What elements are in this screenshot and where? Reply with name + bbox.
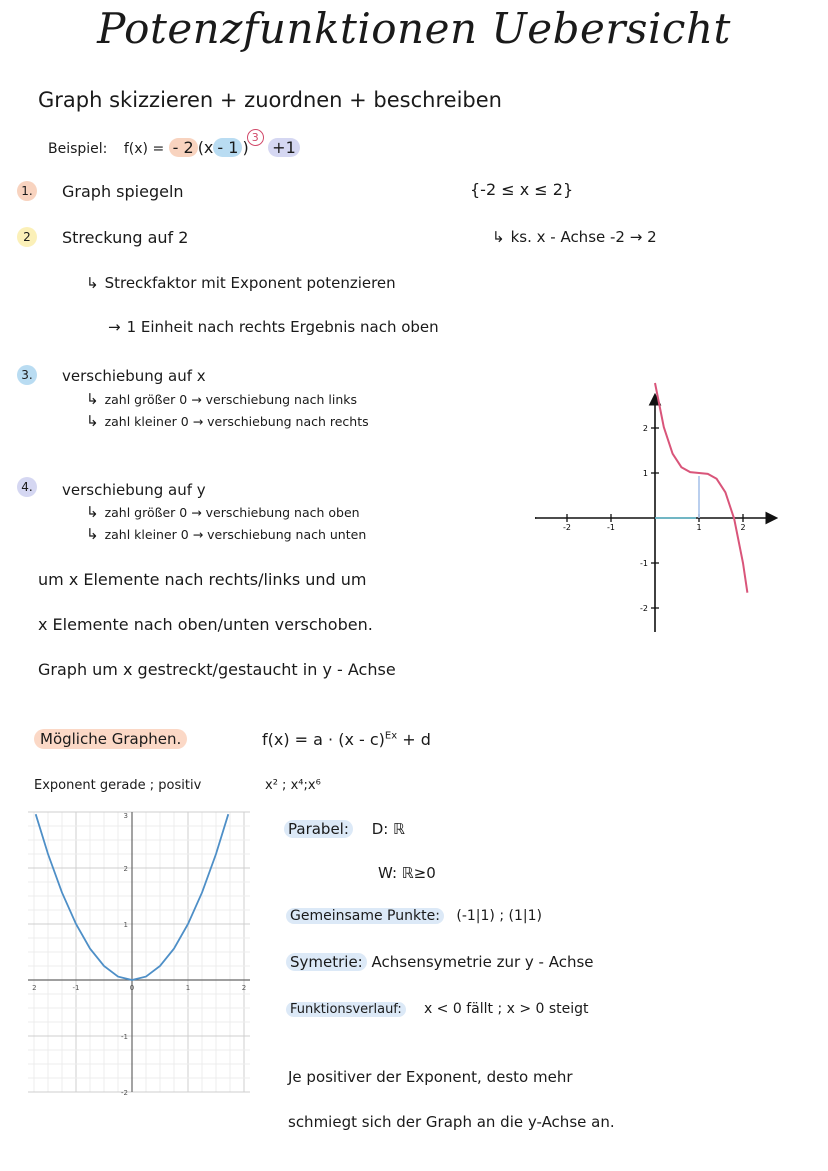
arrow-right-icon: → <box>108 318 121 336</box>
general-formula-text: f(x) = a · (x - c) <box>262 730 385 749</box>
arrow-icon: ↳ <box>86 390 99 408</box>
y-tick-label: 2 <box>123 865 128 873</box>
case-examples <box>265 778 321 793</box>
x-tick-label: 2 <box>32 984 37 992</box>
step-3-badge <box>17 365 37 385</box>
common-points-value: (-1|1) ; (1|1) <box>456 908 542 924</box>
case-example-1: x² <box>265 778 278 793</box>
x-sub-1 <box>86 390 357 408</box>
domain-set: {-2 ≤ x ≤ 2} <box>470 180 574 199</box>
case-sep-2: ; <box>303 778 308 793</box>
note-line-1: Je positiver der Exponent, desto mehr <box>288 1068 573 1086</box>
x-sub-1-text: zahl größer 0 → verschiebung nach links <box>104 392 358 407</box>
y-tick-label: -2 <box>121 1089 128 1097</box>
arrow-icon: ↳ <box>86 525 99 543</box>
general-formula <box>262 730 431 749</box>
domain-note-text: ks. x - Achse -2 → 2 <box>510 228 657 246</box>
step-4-text: verschiebung auf y <box>62 481 206 499</box>
common-points-row <box>286 908 542 924</box>
parabel-row <box>284 820 405 838</box>
step-4-number: 4. <box>21 480 33 494</box>
symmetry-value: Achsensymetrie zur y - Achse <box>371 953 594 971</box>
summary-line-2: x Elemente nach oben/unten verschoben. <box>38 615 373 634</box>
example-paren-close: ) <box>242 138 249 157</box>
example-exponent: 3 <box>247 129 264 146</box>
x-tick-label: 1 <box>696 523 702 532</box>
case-sep-1: ; <box>282 778 287 793</box>
step-1-text: Graph spiegeln <box>62 182 184 201</box>
x-sub-2-text: zahl kleiner 0 → verschiebung nach rechts <box>104 414 369 429</box>
y-sub-1-text: zahl größer 0 → verschiebung nach oben <box>104 505 360 520</box>
step-4-badge <box>17 477 37 497</box>
possible-graphs-heading <box>34 730 187 748</box>
y-tick-label: 1 <box>123 921 128 929</box>
general-formula-exp: Ex <box>384 730 398 742</box>
example-line <box>48 131 300 158</box>
step-2-number: 2 <box>23 230 31 244</box>
y-sub-2-text: zahl kleiner 0 → verschiebung nach unten <box>104 527 367 542</box>
common-points-label: Gemeinsame Punkte: <box>286 908 444 924</box>
y-tick-label: 3 <box>123 812 128 820</box>
summary-line-1: um x Elemente nach rechts/links und um <box>38 570 367 589</box>
possible-graphs-label: Mögliche Graphen. <box>34 729 187 749</box>
x-tick-label: 2 <box>740 523 746 532</box>
example-paren-open: (x <box>197 138 214 157</box>
section-heading: Graph skizzieren + zuordnen + beschreiben <box>38 88 502 112</box>
y-tick-label: -2 <box>640 604 648 613</box>
example-shift: - 1 <box>213 138 242 157</box>
streck-sub-2 <box>108 318 439 336</box>
domain-value: D: ℝ <box>371 820 405 838</box>
flow-label: Funktionsverlauf: <box>286 1002 406 1017</box>
y-sub-1 <box>86 503 360 521</box>
x-tick-label: 2 <box>241 984 247 992</box>
function-curve <box>655 383 747 593</box>
case-label: Exponent gerade ; positiv <box>34 778 202 793</box>
y-tick-label: 1 <box>642 469 648 478</box>
summary-line-3: Graph um x gestreckt/gestaucht in y - Achse <box>38 660 396 679</box>
page-title: Potenzfunktionen Uebersicht <box>97 4 731 53</box>
symmetry-row <box>286 953 594 971</box>
symmetry-label: Symetrie: <box>286 953 367 971</box>
streck-sub-1 <box>86 274 396 292</box>
x-tick-label: -1 <box>607 523 615 532</box>
domain-note <box>492 228 657 246</box>
step-2-text: Streckung auf 2 <box>62 228 189 247</box>
flow-row <box>286 1001 589 1017</box>
x-tick-label: 0 <box>129 984 135 992</box>
example-minus: - 2 <box>169 138 198 157</box>
x-tick-label: 1 <box>185 984 191 992</box>
sketch-chart <box>525 392 785 637</box>
step-3-number: 3. <box>21 368 33 382</box>
y-tick-label: -1 <box>121 1033 128 1041</box>
y-tick-label: 2 <box>642 424 648 433</box>
arrow-icon: ↳ <box>86 412 99 430</box>
streck-sub-1-text: Streckfaktor mit Exponent potenzieren <box>104 274 396 292</box>
arrow-icon: ↳ <box>492 228 505 246</box>
parabola-chart <box>28 812 250 1097</box>
general-formula-plus: + d <box>402 730 431 749</box>
streck-sub-2-text: 1 Einheit nach rechts Ergebnis nach oben <box>126 318 439 336</box>
flow-value: x < 0 fällt ; x > 0 steigt <box>423 1001 589 1017</box>
example-label: Beispiel: <box>48 141 108 157</box>
y-sub-2 <box>86 525 366 543</box>
arrow-icon: ↳ <box>86 503 99 521</box>
step-1-number: 1. <box>21 184 33 198</box>
step-3-text: verschiebung auf x <box>62 367 206 385</box>
y-tick-label: -1 <box>640 559 648 568</box>
case-example-2: x⁴ <box>290 778 304 793</box>
x-sub-2 <box>86 412 369 430</box>
x-tick-label: -1 <box>72 984 80 992</box>
step-2-badge <box>17 227 37 247</box>
range-value: W: ℝ≥0 <box>378 864 436 882</box>
parabel-label: Parabel: <box>284 820 353 838</box>
case-example-3: x⁶ <box>307 778 321 793</box>
arrow-icon: ↳ <box>86 274 99 292</box>
example-plus: +1 <box>268 138 300 157</box>
note-line-2: schmiegt sich der Graph an die y-Achse an. <box>288 1113 615 1131</box>
x-tick-label: -2 <box>563 523 571 532</box>
step-1-badge <box>17 181 37 201</box>
example-fx: f(x) = <box>123 141 165 157</box>
